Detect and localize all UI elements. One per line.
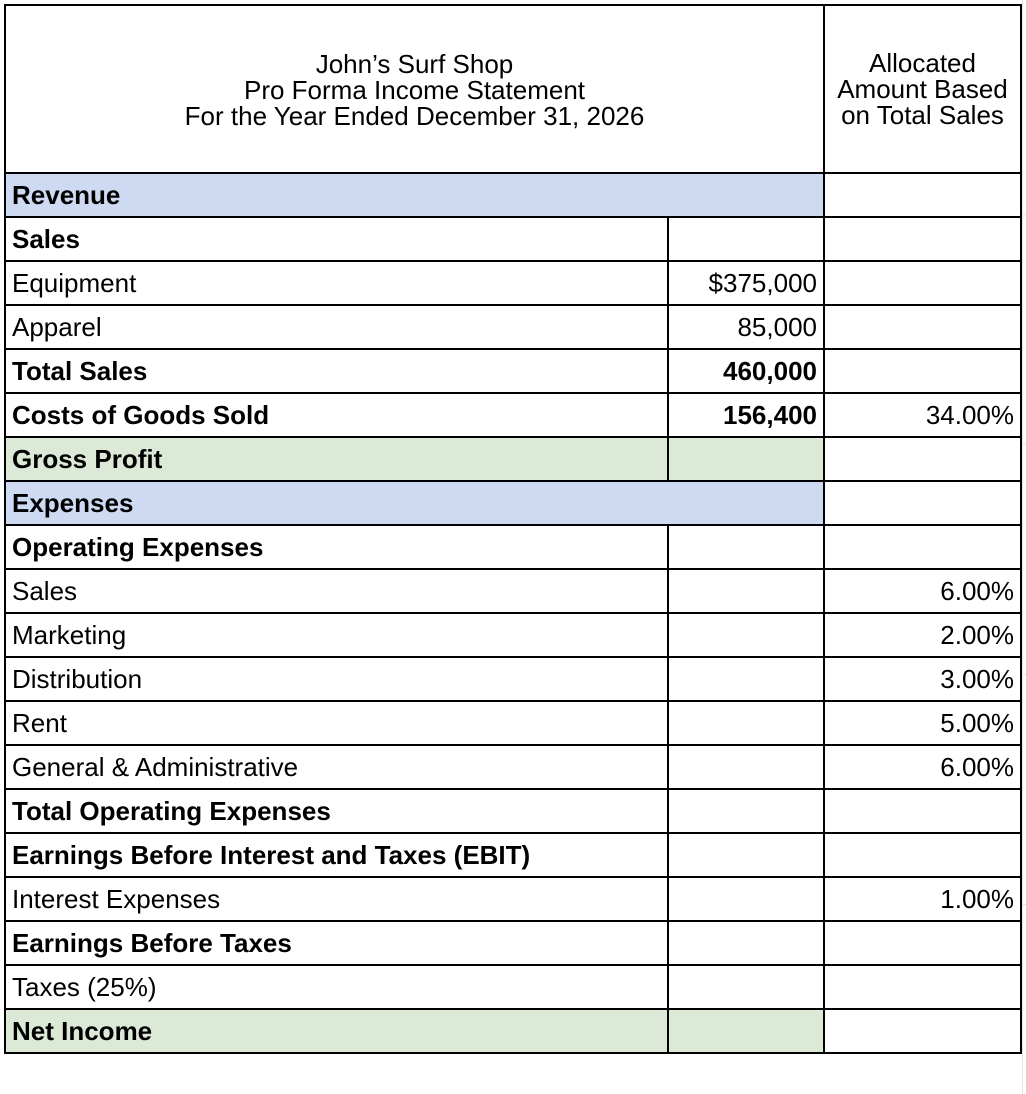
gross-profit-label[interactable]: Gross Profit [5, 437, 668, 481]
sales-heading-label[interactable]: Sales [5, 217, 668, 261]
amount-cell[interactable] [668, 701, 824, 745]
amount-cell[interactable] [668, 657, 824, 701]
row-general-admin [5, 745, 1021, 789]
distribution-alloc[interactable]: 3.00% [824, 657, 1021, 701]
row-sales-expense [5, 569, 1021, 613]
amount-cell[interactable] [668, 921, 824, 965]
amount-cell[interactable] [668, 833, 824, 877]
statement-name: Pro Forma Income Statement [243, 75, 586, 105]
general-admin-label[interactable]: General & Administrative [5, 745, 668, 789]
rent-label[interactable]: Rent [5, 701, 668, 745]
total-sales-label[interactable]: Total Sales [5, 349, 668, 393]
row-ebit [5, 833, 1021, 877]
row-expenses [5, 481, 1021, 525]
expenses-section-label[interactable]: Expenses [5, 481, 824, 525]
ebt-label[interactable]: Earnings Before Taxes [5, 921, 668, 965]
alloc-cell[interactable] [824, 833, 1021, 877]
amount-cell[interactable] [668, 877, 824, 921]
apparel-label[interactable]: Apparel [5, 305, 668, 349]
alloc-cell[interactable] [824, 437, 1021, 481]
alloc-cell[interactable] [824, 261, 1021, 305]
amount-cell[interactable] [668, 217, 824, 261]
taxes-label[interactable]: Taxes (25%) [5, 965, 668, 1009]
operating-expenses-label[interactable]: Operating Expenses [5, 525, 668, 569]
alloc-cell[interactable] [824, 305, 1021, 349]
row-apparel [5, 305, 1021, 349]
amount-cell[interactable] [668, 745, 824, 789]
row-equipment [5, 261, 1021, 305]
alloc-cell[interactable] [824, 965, 1021, 1009]
amount-cell[interactable] [668, 569, 824, 613]
gross-profit-amount[interactable] [668, 437, 824, 481]
row-operating-expenses [5, 525, 1021, 569]
row-total-sales [5, 349, 1021, 393]
allocated-amount-header[interactable] [824, 5, 1021, 173]
alloc-header-line: Allocated [869, 48, 976, 78]
row-gross-profit [5, 437, 1021, 481]
alloc-cell[interactable] [824, 789, 1021, 833]
revenue-section-label[interactable]: Revenue [5, 173, 824, 217]
cogs-alloc[interactable]: 34.00% [824, 393, 1021, 437]
alloc-cell[interactable] [824, 921, 1021, 965]
equipment-label[interactable]: Equipment [5, 261, 668, 305]
row-interest-expenses [5, 877, 1021, 921]
alloc-header-line: on Total Sales [841, 100, 1004, 130]
row-distribution [5, 657, 1021, 701]
alloc-header-line: Amount Based [837, 74, 1008, 104]
cogs-label[interactable]: Costs of Goods Sold [5, 393, 668, 437]
income-statement-table [4, 4, 1022, 1054]
amount-cell[interactable] [668, 965, 824, 1009]
total-operating-expenses-label[interactable]: Total Operating Expenses [5, 789, 668, 833]
net-income-label[interactable]: Net Income [5, 1009, 668, 1053]
apparel-amount[interactable]: 85,000 [668, 305, 824, 349]
marketing-label[interactable]: Marketing [5, 613, 668, 657]
amount-cell[interactable] [668, 789, 824, 833]
company-name: John’s Surf Shop [315, 49, 514, 79]
row-ebt [5, 921, 1021, 965]
marketing-alloc[interactable]: 2.00% [824, 613, 1021, 657]
sales-expense-alloc[interactable]: 6.00% [824, 569, 1021, 613]
alloc-cell[interactable] [824, 525, 1021, 569]
amount-cell[interactable] [668, 525, 824, 569]
row-revenue [5, 173, 1021, 217]
alloc-cell[interactable] [824, 349, 1021, 393]
net-income-amount[interactable] [668, 1009, 824, 1053]
interest-expenses-label[interactable]: Interest Expenses [5, 877, 668, 921]
general-admin-alloc[interactable]: 6.00% [824, 745, 1021, 789]
sales-expense-label[interactable]: Sales [5, 569, 668, 613]
row-sales-heading [5, 217, 1021, 261]
row-marketing [5, 613, 1021, 657]
alloc-cell[interactable] [824, 173, 1021, 217]
alloc-cell[interactable] [824, 1009, 1021, 1053]
sheet-gridline [1022, 0, 1023, 1094]
amount-cell[interactable] [668, 613, 824, 657]
interest-expenses-alloc[interactable]: 1.00% [824, 877, 1021, 921]
cogs-amount[interactable]: 156,400 [668, 393, 824, 437]
alloc-cell[interactable] [824, 481, 1021, 525]
distribution-label[interactable]: Distribution [5, 657, 668, 701]
title-row [5, 5, 1021, 173]
equipment-amount[interactable]: $375,000 [668, 261, 824, 305]
row-cogs [5, 393, 1021, 437]
row-net-income [5, 1009, 1021, 1053]
row-rent [5, 701, 1021, 745]
statement-period: For the Year Ended December 31, 2026 [184, 101, 645, 131]
row-taxes [5, 965, 1021, 1009]
total-sales-amount[interactable]: 460,000 [668, 349, 824, 393]
alloc-cell[interactable] [824, 217, 1021, 261]
rent-alloc[interactable]: 5.00% [824, 701, 1021, 745]
row-total-operating-expenses [5, 789, 1021, 833]
ebit-label[interactable]: Earnings Before Interest and Taxes (EBIT) [5, 833, 668, 877]
statement-title[interactable] [5, 5, 824, 173]
